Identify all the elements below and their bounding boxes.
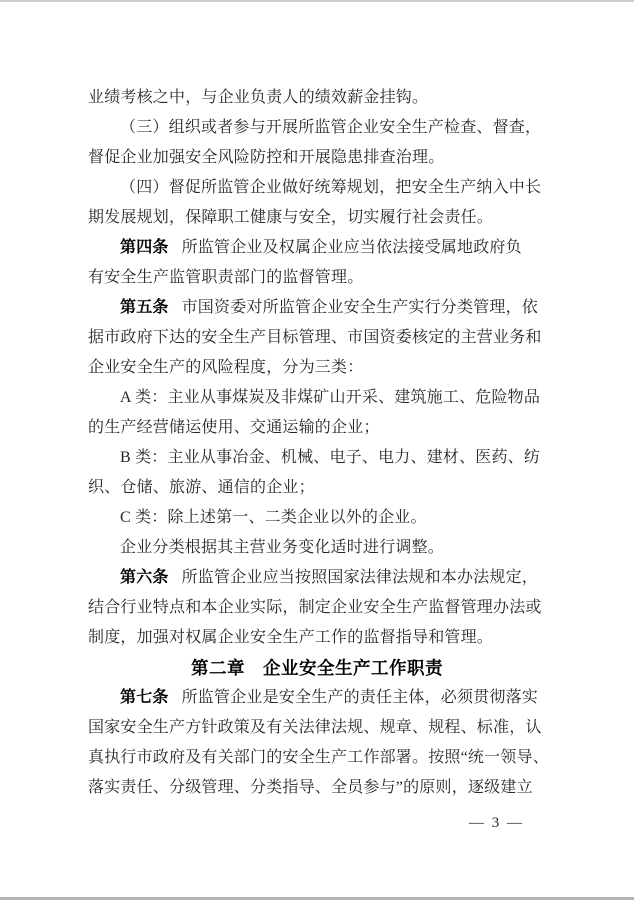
document-line <box>88 293 558 323</box>
line-text: 所监管企业是安全生产的责任主体，必须贯彻落实 <box>181 689 539 706</box>
document-line <box>88 533 558 563</box>
article-number: 第五条 <box>120 299 169 316</box>
document-line <box>88 773 558 803</box>
line-text: 结合行业特点和本企业实际，制定企业安全生产监督管理办法或 <box>88 599 542 616</box>
line-text: 企业安全生产的风险程度，分为三类： <box>88 359 364 376</box>
line-text: 真执行市政府及有关部门的安全生产工作部署。按照“统一领导、 <box>88 749 549 766</box>
document-line <box>88 233 558 263</box>
line-text: 业绩考核之中，与企业负责人的绩效薪金挂钩。 <box>88 89 429 106</box>
document-line <box>88 413 558 443</box>
document-text-block <box>88 83 558 803</box>
page-number: — 3 — <box>469 815 524 831</box>
line-text: （三）组织或者参与开展所监管企业安全生产检查、督查， <box>120 119 542 136</box>
document-line <box>88 113 558 143</box>
line-text: C 类：除上述第一、二类企业以外的企业。 <box>120 509 427 526</box>
line-text: 第二章 企业安全生产工作职责 <box>191 658 443 678</box>
line-text: （四）督促所监管企业做好统筹规划，把安全生产纳入中长 <box>120 179 542 196</box>
line-text: 制度，加强对权属企业安全生产工作的监督指导和管理。 <box>88 629 494 646</box>
article-number: 第七条 <box>120 689 169 706</box>
document-line <box>88 683 558 713</box>
line-text: 落实责任、分级管理、分类指导、全员参与”的原则，逐级建立 <box>88 779 533 796</box>
document-line <box>88 143 558 173</box>
document-line <box>88 383 558 413</box>
document-line <box>88 563 558 593</box>
article-number: 第四条 <box>120 239 169 256</box>
document-line <box>88 83 558 113</box>
page-top-edge <box>0 0 634 2</box>
article-number: 第六条 <box>120 569 169 586</box>
document-line <box>88 593 558 623</box>
line-text: 市国资委对所监管企业安全生产实行分类管理，依 <box>181 299 539 316</box>
line-text: 织、仓储、旅游、通信的企业； <box>88 479 315 496</box>
document-line <box>88 443 558 473</box>
document-line <box>88 263 558 293</box>
chapter-heading <box>88 653 546 683</box>
document-line <box>88 473 558 503</box>
line-text: 国家安全生产方针政策及有关法律法规、规章、规程、标准，认 <box>88 719 542 736</box>
document-line <box>88 743 558 773</box>
line-text: A 类：主业从事煤炭及非煤矿山开采、建筑施工、危险物品 <box>120 389 541 406</box>
line-text: 企业分类根据其主营业务变化适时进行调整。 <box>120 539 445 556</box>
line-text: B 类：主业从事冶金、机械、电子、电力、建材、医药、纺 <box>120 449 541 466</box>
document-line <box>88 203 558 233</box>
document-line <box>88 173 558 203</box>
line-text: 所监管企业及权属企业应当依法接受属地政府负 <box>181 239 522 256</box>
line-text: 督促企业加强安全风险防控和开展隐患排查治理。 <box>88 149 445 166</box>
document-line <box>88 623 558 653</box>
line-text: 据市政府下达的安全生产目标管理、市国资委核定的主营业务和 <box>88 329 542 346</box>
document-line <box>88 323 558 353</box>
document-line <box>88 503 558 533</box>
line-text: 的生产经营储运使用、交通运输的企业； <box>88 419 380 436</box>
line-text: 所监管企业应当按照国家法律法规和本办法规定， <box>181 569 539 586</box>
document-line <box>88 353 558 383</box>
line-text: 有安全生产监管职责部门的监督管理。 <box>88 269 364 286</box>
line-text: 期发展规划，保障职工健康与安全，切实履行社会责任。 <box>88 209 494 226</box>
document-line <box>88 713 558 743</box>
